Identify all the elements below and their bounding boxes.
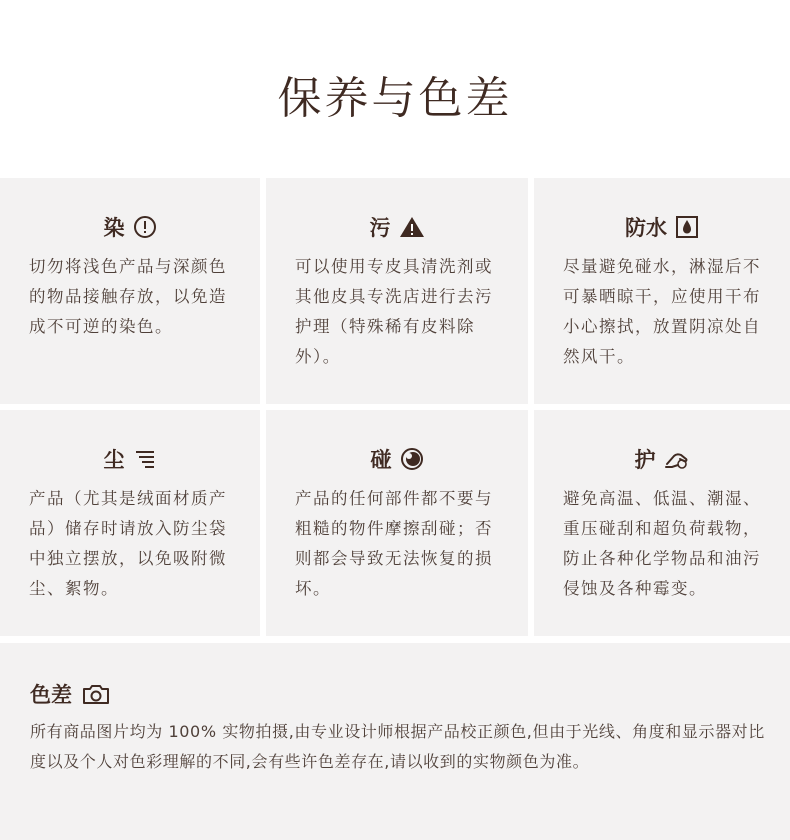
card-stain — [0, 178, 260, 404]
card-heading: 护 — [634, 448, 656, 472]
water-drop-icon — [675, 215, 699, 239]
card-heading: 碰 — [370, 448, 392, 472]
color-difference-section — [0, 643, 790, 840]
card-dirt — [266, 178, 528, 404]
color-difference-text: 所有商品图片均为 100% 实物拍摄,由专业设计师根据产品校正颜色,但由于光线、角度和显示器对比度以及个人对色彩理解的不同,会有些许色差存在,请以收到的实物颜色为准。 — [30, 722, 765, 771]
card-text: 产品（尤其是绒面材质产品）储存时请放入防尘袋中独立摆放，以免吸附微尘、絮物。 — [29, 489, 227, 598]
card-text: 可以使用专皮具清洗剂或其他皮具专洗店进行去污护理（特殊稀有皮料除外）。 — [295, 257, 493, 366]
card-text: 避免高温、低温、潮湿、重压碰刮和超负荷载物，防止各种化学物品和油污侵蚀及各种霉变。 — [563, 489, 761, 598]
page-title: 保养与色差 — [277, 73, 513, 124]
camera-icon — [82, 682, 110, 706]
hand-care-icon — [664, 447, 690, 471]
color-difference-heading: 色差 — [30, 683, 72, 707]
impact-icon — [400, 447, 424, 471]
card-dust — [0, 410, 260, 636]
card-heading: 污 — [369, 216, 391, 240]
warning-triangle-icon — [399, 215, 425, 239]
card-text: 尽量避免碰水，淋湿后不可暴晒晾干，应使用干布小心擦拭，放置阴凉处自然风干。 — [563, 257, 761, 366]
card-text: 切勿将浅色产品与深颜色的物品接触存放，以免造成不可逆的染色。 — [29, 257, 227, 336]
card-heading: 染 — [103, 216, 125, 240]
card-text: 产品的任何部件都不要与粗糙的物件摩擦刮碰；否则都会导致无法恢复的损坏。 — [295, 489, 493, 598]
dust-lines-icon — [133, 447, 157, 471]
card-waterproof — [534, 178, 790, 404]
card-heading: 防水 — [625, 216, 667, 240]
card-protect — [534, 410, 790, 636]
info-circle-icon — [133, 215, 157, 239]
card-bump — [266, 410, 528, 636]
card-heading: 尘 — [103, 448, 125, 472]
